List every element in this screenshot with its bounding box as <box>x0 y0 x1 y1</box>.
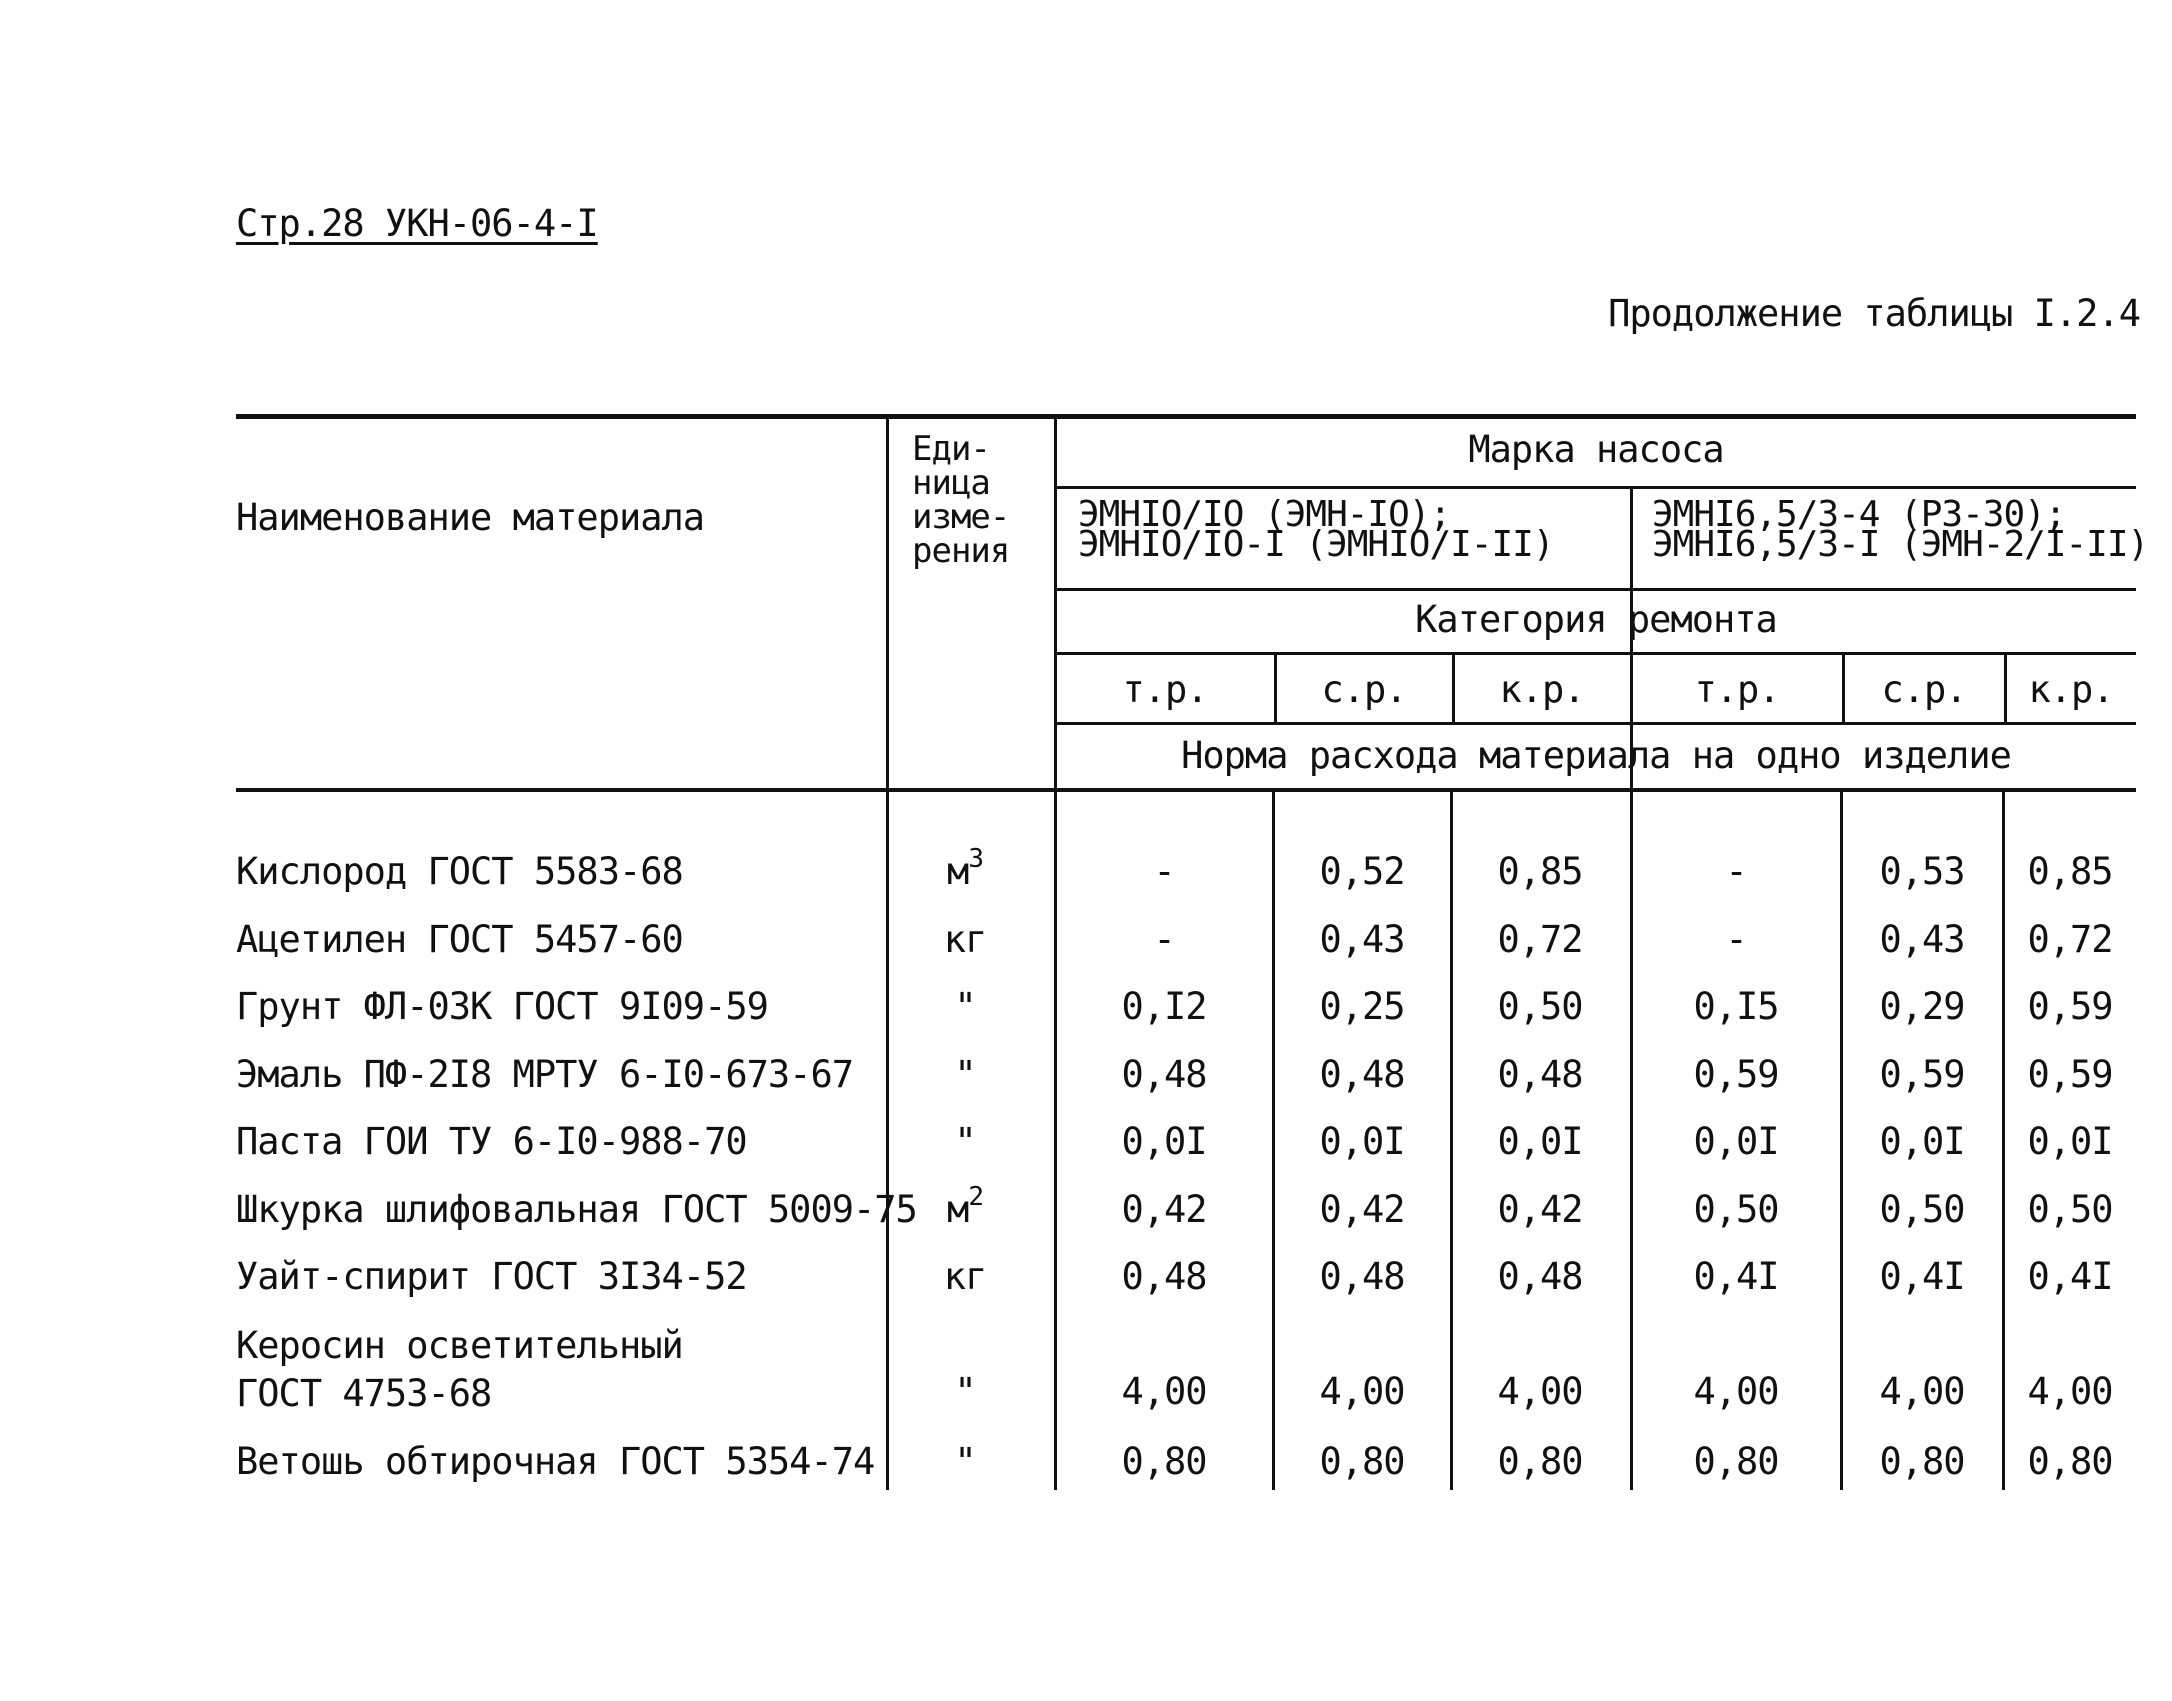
pump-2-model-a: ЭМНI6,5/3-4 (РЗ-30); <box>1652 494 2066 535</box>
value-cell: 0,42 <box>1319 1188 1405 1231</box>
material-name: Паста ГОИ ТУ 6-I0-988-70 <box>236 1120 747 1163</box>
material-column-header: Наименование материала <box>236 496 705 539</box>
value-cell: 0,72 <box>2027 918 2113 961</box>
pump-models-rule <box>1056 588 2136 591</box>
value-cell: 0,I5 <box>1693 985 1779 1028</box>
value-cell: 0,4I <box>1879 1255 1965 1298</box>
value-cell: 0,59 <box>2027 985 2113 1028</box>
value-cell: 0,59 <box>2027 1053 2113 1096</box>
value-cell: - <box>1725 850 1747 893</box>
value-cell: 0,80 <box>2027 1440 2113 1483</box>
value-cell: 0,0I <box>1879 1120 1965 1163</box>
unit-cell <box>900 1182 1030 1231</box>
value-cell: 0,59 <box>1879 1053 1965 1096</box>
sub-col-tr-1: т.р. <box>1122 668 1208 711</box>
value-cell: 0,0I <box>2027 1120 2113 1163</box>
sub-col-sr-2: с.р. <box>1881 668 1967 711</box>
pump-group-1-header <box>1078 494 1554 565</box>
value-cell: 0,85 <box>2027 850 2113 893</box>
unit-header-line-4: рения <box>912 531 1010 571</box>
value-cell: 0,72 <box>1497 918 1583 961</box>
value-cell: 0,29 <box>1879 985 1965 1028</box>
unit-cell <box>900 1120 1030 1163</box>
value-cell: 0,I2 <box>1121 985 1207 1028</box>
sub-col-kr-2: к.р. <box>2028 668 2114 711</box>
page-reference: Стр.28 УКН-06-4-I <box>236 202 598 245</box>
unit-header-line-1: Еди- <box>912 429 990 469</box>
value-cell: 0,52 <box>1319 850 1405 893</box>
unit-header-line-3: изме- <box>912 497 1010 537</box>
value-cell: 0,0I <box>1693 1120 1779 1163</box>
material-name: Ацетилен ГОСТ 5457-60 <box>236 918 683 961</box>
value-cell: 0,42 <box>1121 1188 1207 1231</box>
value-cell: 4,00 <box>1121 1370 1207 1413</box>
material-name-line-2: ГОСТ 4753-68 <box>236 1372 492 1415</box>
value-cell: 0,48 <box>1319 1053 1405 1096</box>
value-cell: 0,50 <box>1497 985 1583 1028</box>
unit-text: " <box>954 1440 976 1483</box>
unit-cell <box>900 844 1030 893</box>
value-cell: 0,0I <box>1319 1120 1405 1163</box>
unit-cell <box>900 1370 1030 1413</box>
value-cell: 0,0I <box>1121 1120 1207 1163</box>
repair-category-rule <box>1056 652 2136 655</box>
unit-text: " <box>954 985 976 1028</box>
value-cell: 0,48 <box>1121 1053 1207 1096</box>
value-cell: 0,53 <box>1879 850 1965 893</box>
value-cell: 0,48 <box>1121 1255 1207 1298</box>
body-col-divider-2 <box>1450 792 1453 1490</box>
pump-group-2-header <box>1652 494 2149 565</box>
material-name <box>236 1322 683 1418</box>
pump-brand-rule <box>1056 486 2136 489</box>
value-cell: 0,80 <box>1693 1440 1779 1483</box>
value-cell: - <box>1153 918 1175 961</box>
material-name-line-1: Керосин осветительный <box>236 1324 683 1367</box>
unit-cell <box>900 1053 1030 1096</box>
value-cell: 0,59 <box>1693 1053 1779 1096</box>
header-bottom-rule <box>236 788 2136 792</box>
value-cell: 0,48 <box>1497 1053 1583 1096</box>
value-cell: 0,48 <box>1497 1255 1583 1298</box>
sub-col-sr-1: с.р. <box>1321 668 1407 711</box>
unit-text: " <box>954 1120 976 1163</box>
value-cell: 0,4I <box>1693 1255 1779 1298</box>
value-cell: 4,00 <box>1879 1370 1965 1413</box>
value-cell: 0,4I <box>2027 1255 2113 1298</box>
value-cell: 0,50 <box>1879 1188 1965 1231</box>
unit-cell <box>900 918 1030 961</box>
unit-text: " <box>954 1370 976 1413</box>
table-continuation-caption: Продолжение таблицы I.2.4 <box>1608 292 2140 335</box>
material-name: Шкурка шлифовальная ГОСТ 5009-75 <box>236 1188 917 1231</box>
unit-text: м <box>947 1188 969 1231</box>
pump-1-model-a: ЭМНIO/IO (ЭМН-IO); <box>1078 494 1451 535</box>
value-cell: 4,00 <box>1497 1370 1583 1413</box>
value-cell: 4,00 <box>2027 1370 2113 1413</box>
unit-column-divider <box>886 418 889 1490</box>
sub-columns-rule <box>1056 722 2136 725</box>
value-cell: 0,80 <box>1879 1440 1965 1483</box>
unit-text: кг <box>943 1255 987 1298</box>
pump-brand-header: Марка насоса <box>1468 428 1724 471</box>
body-col-divider-1 <box>1272 792 1275 1490</box>
value-cell: - <box>1153 850 1175 893</box>
value-cell: 4,00 <box>1693 1370 1779 1413</box>
norm-caption: Норма расхода материала на одно изделие <box>1181 734 2011 777</box>
unit-text: м <box>947 850 969 893</box>
sub-col-kr-1: к.р. <box>1499 668 1585 711</box>
value-cell: 0,25 <box>1319 985 1405 1028</box>
unit-cell <box>900 1440 1030 1483</box>
value-cell: 0,50 <box>2027 1188 2113 1231</box>
unit-exponent: 2 <box>968 1182 983 1212</box>
pump-2-model-b: ЭМНI6,5/3-I (ЭМН-2/I-II) <box>1652 524 2149 565</box>
value-cell: 4,00 <box>1319 1370 1405 1413</box>
value-cell: 0,48 <box>1319 1255 1405 1298</box>
unit-exponent: 3 <box>968 844 983 874</box>
material-name: Грунт ФЛ-03К ГОСТ 9I09-59 <box>236 985 768 1028</box>
values-column-divider <box>1054 418 1057 1490</box>
unit-text: кг <box>943 918 987 961</box>
value-cell: 0,80 <box>1319 1440 1405 1483</box>
unit-cell <box>900 1255 1030 1298</box>
value-cell: 0,85 <box>1497 850 1583 893</box>
unit-column-header <box>912 429 1010 571</box>
value-cell: 0,80 <box>1497 1440 1583 1483</box>
material-name: Эмаль ПФ-2I8 МРТУ 6-I0-673-67 <box>236 1053 854 1096</box>
unit-text: " <box>954 1053 976 1096</box>
value-cell: 0,42 <box>1497 1188 1583 1231</box>
material-name: Уайт-спирит ГОСТ 3I34-52 <box>236 1255 747 1298</box>
repair-category-header: Категория ремонта <box>1415 598 1777 641</box>
material-name: Ветошь обтирочная ГОСТ 5354-74 <box>236 1440 875 1483</box>
value-cell: 0,43 <box>1319 918 1405 961</box>
value-cell: - <box>1725 918 1747 961</box>
value-cell: 0,80 <box>1121 1440 1207 1483</box>
unit-cell <box>900 985 1030 1028</box>
sub-col-tr-2: т.р. <box>1694 668 1780 711</box>
value-cell: 0,50 <box>1693 1188 1779 1231</box>
value-cell: 0,0I <box>1497 1120 1583 1163</box>
unit-header-line-2: ница <box>912 463 990 503</box>
material-name: Кислород ГОСТ 5583-68 <box>236 850 683 893</box>
value-cell: 0,43 <box>1879 918 1965 961</box>
pump-1-model-b: ЭМНIO/IO-I (ЭМНIO/I-II) <box>1078 524 1554 565</box>
table-top-rule <box>236 414 2136 419</box>
